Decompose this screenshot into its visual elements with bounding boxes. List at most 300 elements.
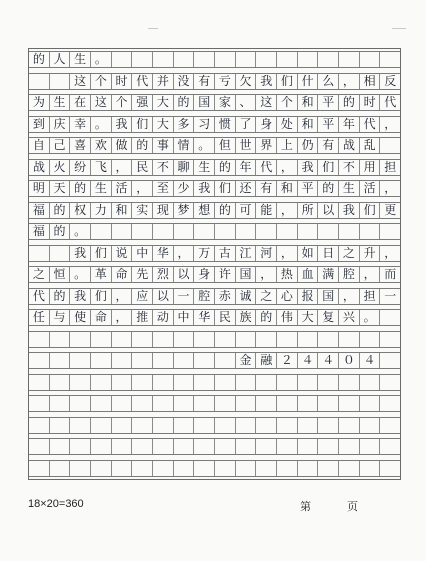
grid-cell: 自 — [32, 138, 45, 152]
grid-cell: 民 — [214, 310, 235, 325]
grid-cell: 亏 — [214, 74, 235, 89]
grid-cell — [173, 353, 194, 368]
grid-cell: 不 — [152, 160, 173, 175]
grid-cell: 力 — [90, 203, 111, 218]
grid-cell — [297, 396, 318, 411]
grid-cell: 们 — [90, 289, 111, 304]
grid-row — [29, 288, 400, 305]
grid-cell — [131, 396, 152, 411]
grid-cell — [276, 52, 297, 67]
grid-cell — [29, 74, 49, 89]
grid-cell: 一 — [173, 289, 194, 304]
grid-cell — [235, 439, 256, 454]
grid-cell: 。 — [90, 52, 111, 67]
grid-cell — [69, 332, 90, 347]
grid-cell — [173, 396, 194, 411]
grid-cell: 没 — [173, 74, 194, 89]
page-number-label — [300, 498, 358, 514]
grid-cell — [214, 439, 235, 454]
grid-cell: 族 — [235, 310, 256, 325]
grid-cell: 国 — [317, 289, 338, 304]
grid-cell: 时 — [359, 95, 380, 110]
grid-cell — [173, 439, 194, 454]
grid-cell — [152, 375, 173, 390]
grid-cell — [255, 224, 276, 239]
grid-cell — [29, 396, 49, 411]
grid-cell — [90, 224, 111, 239]
grid-cell: 有 — [317, 138, 338, 153]
grid-cell: 复 — [317, 310, 338, 325]
grid-cell: 万 — [193, 246, 214, 261]
grid-cell: 民 — [131, 160, 152, 175]
grid-cell: 纷 — [69, 160, 90, 175]
grid-cell — [111, 224, 132, 239]
grid-cell: 到 — [32, 116, 45, 131]
grid-cell: 世 — [235, 138, 256, 153]
grid-cell: 所 — [297, 203, 318, 218]
grid-row — [29, 331, 400, 348]
grid-cell: ， — [379, 181, 400, 196]
grid-cell: 中 — [173, 310, 194, 325]
grid-cell — [152, 461, 173, 476]
grid-cell — [193, 418, 214, 433]
grid-cell — [29, 461, 49, 476]
grid-cell: 推 — [131, 310, 152, 325]
grid-cell — [297, 52, 318, 67]
grid-cell: 人 — [49, 52, 70, 67]
grid-cell — [131, 439, 152, 454]
grid-cell: 大 — [152, 95, 173, 110]
grid-cell — [111, 461, 132, 476]
grid-cell: 的 — [69, 181, 90, 196]
grid-cell — [359, 461, 380, 476]
grid-cell: 现 — [152, 203, 173, 218]
top-mark-left — [148, 28, 158, 29]
grid-cell — [49, 461, 70, 476]
grid-cell: 个 — [90, 74, 111, 89]
grid-cell: 代 — [359, 117, 380, 132]
grid-cell: 的 — [131, 138, 152, 153]
grid-cell — [173, 52, 194, 67]
grid-cell: ， — [276, 203, 297, 218]
grid-cell: 而 — [379, 267, 400, 282]
grid-cell — [152, 439, 173, 454]
grid-cell: 许 — [214, 267, 235, 282]
grid-cell: 事 — [152, 138, 173, 153]
grid-cell — [276, 418, 297, 433]
grid-cell: 什 — [297, 74, 318, 89]
grid-cell: 腔 — [193, 289, 214, 304]
grid-cell: ０ — [338, 353, 359, 368]
grid-cell: 我 — [255, 74, 276, 89]
grid-cell: 战 — [32, 159, 45, 174]
grid-cell: 报 — [297, 289, 318, 304]
grid-cell: ， — [338, 289, 359, 304]
grid-cell — [276, 224, 297, 239]
grid-cell: 欢 — [90, 138, 111, 153]
grid-cell: ， — [111, 289, 132, 304]
grid-cell — [173, 224, 194, 239]
grid-cell: 惯 — [214, 117, 235, 132]
grid-cell: 平 — [297, 181, 318, 196]
grid-row — [29, 94, 400, 111]
grid-cell: 我 — [297, 160, 318, 175]
grid-cell: 恒 — [49, 267, 70, 282]
grid-cell: 喜 — [69, 138, 90, 153]
grid-cell — [111, 439, 132, 454]
grid-cell: 的 — [32, 52, 45, 66]
grid-cell — [29, 332, 49, 347]
grid-cell: 兴 — [338, 310, 359, 325]
grid-row — [29, 417, 400, 434]
grid-cell — [359, 375, 380, 390]
grid-cell: 担 — [379, 160, 400, 175]
grid-row — [29, 438, 400, 455]
grid-cell: 。 — [69, 224, 90, 239]
grid-cell — [90, 461, 111, 476]
grid-cell — [111, 418, 132, 433]
grid-cell — [214, 418, 235, 433]
grid-cell — [317, 461, 338, 476]
grid-cell — [131, 332, 152, 347]
grid-cell: 反 — [379, 74, 400, 89]
grid-cell — [338, 439, 359, 454]
grid-cell: 的 — [49, 289, 70, 304]
grid-cell — [152, 353, 173, 368]
grid-cell: 应 — [131, 289, 152, 304]
grid-cell: 升 — [359, 246, 380, 261]
grid-cell: 和 — [111, 203, 132, 218]
grid-cell: 赤 — [214, 289, 235, 304]
grid-cell — [29, 353, 49, 368]
grid-cell — [131, 461, 152, 476]
grid-cell: 任 — [32, 310, 45, 324]
grid-cell — [111, 396, 132, 411]
grid-cell — [235, 224, 256, 239]
grid-cell: 明 — [32, 181, 45, 195]
grid-cell: 但 — [214, 138, 235, 153]
grid-cell — [214, 353, 235, 368]
grid-cell — [49, 396, 70, 411]
grid-cell: 。 — [359, 310, 380, 325]
grid-cell — [90, 418, 111, 433]
grid-cell: 习 — [193, 117, 214, 132]
grid-cell: ４ — [359, 353, 380, 368]
grid-cell — [338, 396, 359, 411]
grid-cell — [152, 224, 173, 239]
grid-cell: 的 — [317, 181, 338, 196]
grid-cell — [276, 396, 297, 411]
grid-cell: 这 — [255, 95, 276, 110]
grid-cell: 和 — [297, 95, 318, 110]
grid-cell — [90, 439, 111, 454]
grid-cell — [214, 52, 235, 67]
grid-cell — [359, 224, 380, 239]
grid-cell — [90, 375, 111, 390]
grid-cell — [235, 332, 256, 347]
grid-cell — [69, 461, 90, 476]
grid-cell: 日 — [317, 246, 338, 261]
grid-cell: 命 — [90, 310, 111, 325]
grid-cell: 为 — [32, 95, 45, 109]
grid-cell: 我 — [193, 181, 214, 196]
grid-cell: 生 — [90, 181, 111, 196]
grid-cell: 以 — [173, 267, 194, 282]
grid-cell: 代 — [131, 74, 152, 89]
grid-cell — [276, 461, 297, 476]
grid-cell: ， — [111, 160, 132, 175]
grid-cell: 之 — [32, 267, 45, 281]
grid-cell: 梦 — [173, 203, 194, 218]
grid-cell: 代 — [32, 288, 45, 303]
grid-cell — [235, 396, 256, 411]
grid-cell: 界 — [255, 138, 276, 153]
grid-cell: 的 — [214, 160, 235, 175]
grid-cell: 身 — [255, 117, 276, 132]
grid-cell — [69, 396, 90, 411]
grid-cell: 们 — [276, 74, 297, 89]
grid-cell — [69, 418, 90, 433]
grid-cell — [317, 375, 338, 390]
grid-cell — [90, 353, 111, 368]
grid-cell — [214, 461, 235, 476]
grid-cell: 个 — [111, 95, 132, 110]
grid-cell: 以 — [317, 203, 338, 218]
grid-cell — [359, 439, 380, 454]
grid-cell: 之 — [255, 289, 276, 304]
grid-cell: 先 — [131, 267, 152, 282]
grid-cell — [297, 418, 318, 433]
grid-row — [29, 460, 400, 477]
grid-cell — [193, 375, 214, 390]
grid-cell — [131, 353, 152, 368]
grid-cell: 幸 — [69, 117, 90, 132]
grid-cell — [317, 224, 338, 239]
grid-cell: 火 — [49, 160, 70, 175]
grid-cell — [359, 332, 380, 347]
grid-cell — [49, 353, 70, 368]
grid-cell: 们 — [317, 160, 338, 175]
grid-cell: ４ — [317, 353, 338, 368]
grid-cell: 的 — [173, 95, 194, 110]
grid-cell — [49, 439, 70, 454]
grid-cell: ， — [255, 267, 276, 282]
grid-cell: 革 — [90, 267, 111, 282]
grid-cell — [214, 396, 235, 411]
grid-cell: 还 — [235, 181, 256, 196]
grid-cell: 的 — [255, 310, 276, 325]
grid-cell — [359, 396, 380, 411]
grid-cell: 的 — [49, 224, 70, 239]
grid-cell — [131, 375, 152, 390]
grid-cell: 热 — [276, 267, 297, 282]
grid-cell — [255, 396, 276, 411]
grid-row — [29, 202, 400, 219]
grid-cell — [379, 52, 400, 67]
grid-cell: 处 — [276, 117, 297, 132]
grid-row — [29, 395, 400, 412]
grid-cell — [111, 52, 132, 67]
grid-cell: 时 — [111, 74, 132, 89]
grid-cell — [235, 461, 256, 476]
grid-cell — [193, 332, 214, 347]
grid-cell: 少 — [173, 181, 194, 196]
grid-cell — [69, 353, 90, 368]
grid-cell: 一 — [379, 289, 400, 304]
grid-cell: 我 — [338, 203, 359, 218]
grid-cell — [131, 224, 152, 239]
grid-cell: 和 — [276, 181, 297, 196]
grid-cell: 、 — [235, 95, 256, 110]
grid-cell: ， — [276, 160, 297, 175]
grid-cell: 大 — [297, 310, 318, 325]
grid-cell — [90, 396, 111, 411]
grid-cell: 大 — [152, 117, 173, 132]
grid-cell: 强 — [131, 95, 152, 110]
grid-cell: 庆 — [49, 117, 70, 132]
grid-cell — [49, 375, 70, 390]
grid-cell — [297, 224, 318, 239]
grid-cell: ２ — [276, 353, 297, 368]
grid-cell — [379, 439, 400, 454]
grid-cell: 情 — [173, 138, 194, 153]
grid-cell — [379, 353, 400, 368]
grid-cell: 用 — [359, 160, 380, 175]
grid-cell: 血 — [297, 267, 318, 282]
grid-cell: 使 — [69, 310, 90, 325]
grid-cell: 福 — [32, 202, 45, 217]
grid-cell — [379, 461, 400, 476]
grid-cell: 这 — [69, 74, 90, 89]
grid-cell — [193, 52, 214, 67]
grid-cell: 聊 — [173, 160, 194, 175]
grid-cell — [379, 375, 400, 390]
grid-row — [29, 352, 400, 369]
grid-cell: 的 — [338, 95, 359, 110]
grid-cell: 江 — [235, 246, 256, 261]
grid-row — [29, 159, 400, 176]
grid-cell: 生 — [338, 181, 359, 196]
grid-cell: 活 — [111, 181, 132, 196]
grid-cell: 与 — [49, 310, 70, 325]
grid-cell: 飞 — [90, 160, 111, 175]
grid-cell: 天 — [49, 181, 70, 196]
grid-cell: 仍 — [297, 138, 318, 153]
grid-cell — [379, 332, 400, 347]
grid-cell — [255, 332, 276, 347]
grid-cell — [359, 52, 380, 67]
grid-cell — [379, 138, 400, 153]
grid-cell: 有 — [255, 181, 276, 196]
grid-cell — [173, 418, 194, 433]
grid-row — [29, 51, 400, 68]
grid-cell — [152, 52, 173, 67]
grid-row — [29, 266, 400, 283]
grid-cell — [193, 224, 214, 239]
grid-row — [29, 180, 400, 197]
grid-cell: 满 — [317, 267, 338, 282]
grid-cell: 们 — [359, 203, 380, 218]
grid-cell: 腔 — [338, 267, 359, 282]
grid-cell — [173, 375, 194, 390]
grid-cell: 了 — [235, 117, 256, 132]
grid-cell — [69, 375, 90, 390]
grid-cell — [49, 246, 70, 261]
grid-cell: ， — [359, 267, 380, 282]
grid-cell: 家 — [214, 95, 235, 110]
grid-cell — [317, 396, 338, 411]
grid-cell: 福 — [32, 224, 45, 238]
grid-cell — [49, 74, 70, 89]
grid-cell — [317, 332, 338, 347]
grid-cell — [29, 246, 49, 261]
grid-cell: 生 — [49, 95, 70, 110]
grid-cell: 个 — [276, 95, 297, 110]
grid-cell — [214, 375, 235, 390]
grid-cell: 心 — [276, 289, 297, 304]
grid-cell: 年 — [338, 117, 359, 132]
grid-cell: 平 — [317, 95, 338, 110]
grid-cell: 上 — [276, 138, 297, 153]
grid-cell: 做 — [111, 138, 132, 153]
grid-cell: ， — [111, 310, 132, 325]
grid-cell: ， — [131, 181, 152, 196]
grid-cell: 有 — [193, 74, 214, 89]
grid-cell — [29, 439, 49, 454]
grid-cell: 古 — [214, 246, 235, 261]
grid-cell — [214, 224, 235, 239]
grid-cell: 以 — [152, 289, 173, 304]
grid-cell — [29, 375, 49, 390]
grid-cell: 不 — [338, 160, 359, 175]
grid-cell — [69, 439, 90, 454]
grid-cell — [297, 375, 318, 390]
grid-cell — [173, 461, 194, 476]
grid-row — [29, 137, 400, 154]
grid-cell: 。 — [69, 267, 90, 282]
grid-cell: 代 — [255, 160, 276, 175]
grid-cell: 这 — [90, 95, 111, 110]
grid-row — [29, 245, 400, 262]
grid-cell: 生 — [69, 52, 90, 67]
grid-row — [29, 309, 400, 326]
grid-cell — [214, 332, 235, 347]
grid-cell: ， — [173, 246, 194, 261]
grid-cell — [255, 375, 276, 390]
grid-cell: 。 — [193, 138, 214, 153]
grid-cell: 己 — [49, 138, 70, 153]
grid-cell: 多 — [173, 117, 194, 132]
grid-cell — [297, 332, 318, 347]
grid-cell — [297, 461, 318, 476]
grid-cell: 和 — [297, 117, 318, 132]
grid-cell — [276, 375, 297, 390]
grid-cell — [90, 332, 111, 347]
grid-cell: 们 — [214, 181, 235, 196]
grid-cell — [379, 224, 400, 239]
grid-cell — [338, 418, 359, 433]
grid-cell — [379, 310, 400, 325]
grid-cell — [255, 461, 276, 476]
page-label-suffix: 页 — [347, 500, 358, 513]
grid-cell — [317, 418, 338, 433]
grid-cell: 们 — [90, 246, 111, 261]
grid-cell — [379, 396, 400, 411]
grid-cell: 并 — [152, 74, 173, 89]
grid-cell: 可 — [235, 203, 256, 218]
grid-cell: 们 — [131, 117, 152, 132]
grid-cell — [297, 439, 318, 454]
